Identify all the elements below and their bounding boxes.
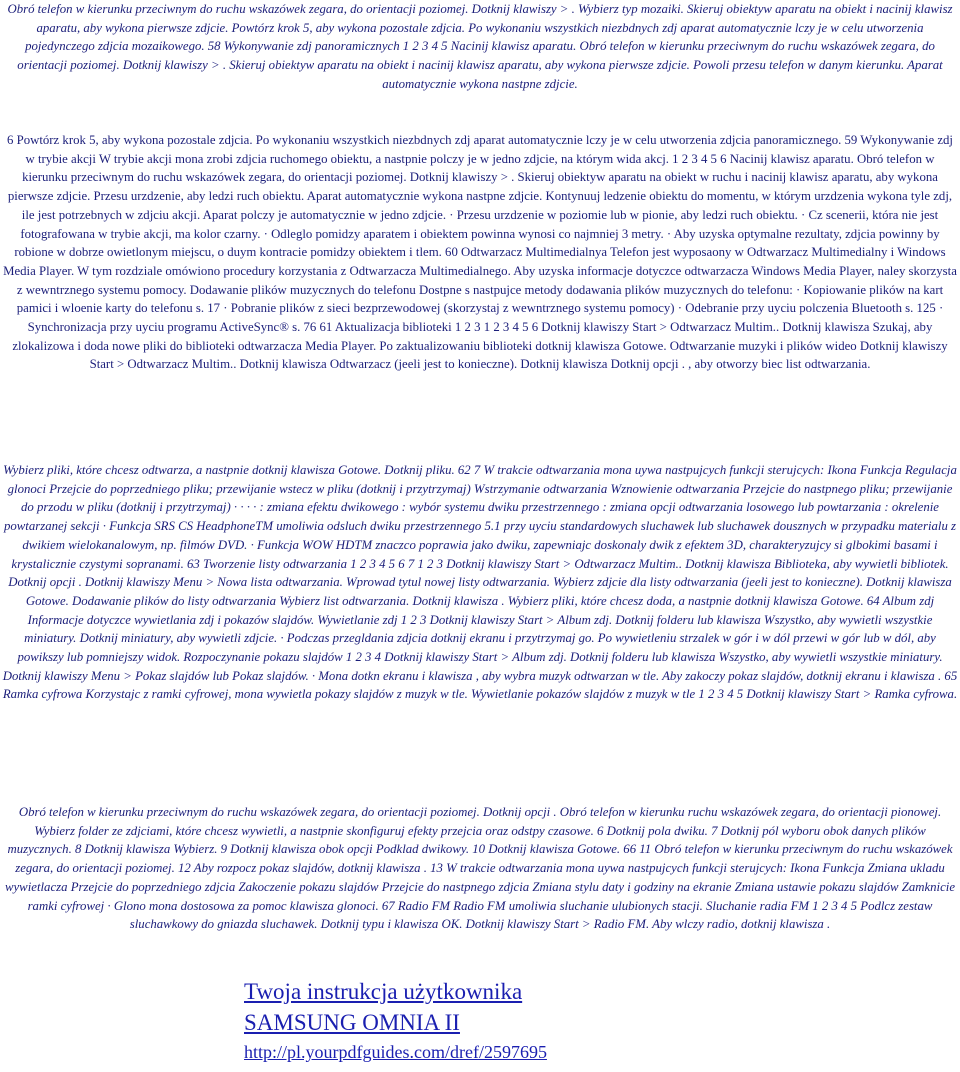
manual-link-product[interactable]: SAMSUNG OMNIA II <box>244 1010 460 1035</box>
text-block-action-shot-media-player: 6 Powtórz krok 5, aby wykona pozostale zdjcia. Po wykonaniu wszystkich niezbdnych zdj aparat automatycznie lczy je w celu utworzenia zdjcia panoramicznego. 59 Wykonywanie zdj w trybie akcji W trybie akcji mona zrobi zdjcia ruchomego obiektu, a nastpnie polczy je w jedno zdjcie, na którym wida akcj. 1 2 3 4 5 6 Nacinij klawisz aparatu. Obró telefon w kierunku przeciwnym do ruchu wskazówek zegara, do orientacji poziomej. Dotknij klawiszy > . Skieruj obiektyw aparatu na obiekt w ruchu i nacinij klawisz aparatu, aby wykona pierwsze zdjcie. Przesu urzdzenie, aby ledzi ruch obiektu. Aparat automatycznie wykona nastpne zdjcie. Kontynuuj ledzenie obiektu do momentu, w którym urzdzenia wykona tyle zdj, ile jest potrzebnych w zdjciu akcji. Aparat polczy je automatycznie w jedno zdjcie. · Przesu urzdzenie w poziomie lub w pionie, aby ledzi ruch obiektu. · Cz scenerii, która nie jest fotografowana w trybie akcji, ma kolor czarny. · Odleglo pomidzy aparatem i obiektem powinna wynosi co najmniej 3 metry. · Aby uzyska optymalne rezultaty, zdjcia powinny by robione w dobrze owietlonym miejscu, o duym kontracie pomidzy obiektem i tlem. 60 Odtwarzacz Multimedialnya Telefon jest wyposaony w Odtwarzacz Multimedialny i Windows Media Player. W tym rozdziale omówiono procedury korzystania z Odtwarzacza Multimedialnego. Aby uzyska informacje dotyczce odtwarzacza Windows Media Player, naley skorzysta z wewntrznego systemu pomocy. Dodawanie plików muzycznych do telefonu Dostpne s nastpujce metody dodawania plików muzycznych do telefonu: · Kopiowanie plików na kart pamici i wloenie karty do telefonu s. 17 · Pobranie plików z sieci bezprzewodowej (skorzystaj z wewntrznego systemu pomocy) · Odebranie przy uyciu polczenia Bluetooth s. 125 · Synchronizacja przy uyciu programu ActiveSync® s. 76 61 Aktualizacja biblioteki 1 2 3 1 2 3 4 5 6 Dotknij klawiszy Start > Odtwarzacz Multim.. Dotknij klawisza Szukaj, aby zlokalizowa i doda nowe pliki do biblioteki odtwarzacza Media Player. Po zaktualizowaniu biblioteki dotknij klawisza Gotowe. Odtwarzanie muzyki i plików wideo Dotknij klawiszy Start > Odtwarzacz Multim.. Dotknij klawisza Odtwarzacz (jeeli jest to konieczne). Dotknij klawisza Dotknij opcji . , aby otworzy biec list odtwarzania. <box>3 133 957 372</box>
text-block-slideshow-fm-radio: Obró telefon w kierunku przeciwnym do ruchu wskazówek zegara, do orientacji poziomej. Dotknij opcji . Obró telefon w kierunku ruchu wskazówek zegara, do orientacji pionowej. Wybierz folder ze zdjciami, które chcesz wywietli, a nastpnie skonfiguruj efekty przejcia oraz odstpy czasowe. 6 Dotknij pola dwiku. 7 Dotknij pól wyboru obok danych plików muzycznych. 8 Dotknij klawisza Wybierz. 9 Dotknij klawisza obok opcji Podklad dwikowy. 10 Dotknij klawisza Gotowe. 66 11 Obró telefon w kierunku przeciwnym do ruchu wskazówek zegara, do orientacji poziomej. 12 Aby rozpocz pokaz slajdów, dotknij klawisza . 13 W trakcie odtwarzania mona uywa nastpujcych funkcji sterujcych: Ikona Funkcja Zmiana ukladu wywietlacza Przejcie do poprzedniego zdjcia Zakoczenie pokazu slajdów Przejcie do nastpnego zdjcia Zmiana stylu daty i godziny na ekranie Zmiana ustawie pokazu slajdów Zamknicie ramki cyfrowej · Glono mona dostosowa za pomoc klawisza glonoci. 67 Radio FM Radio FM umoliwia sluchanie ulubionych stacji. Sluchanie radia FM 1 2 3 4 5 Podlcz zestaw sluchawkowy do gniazda sluchawek. Dotknij typu i klawisza OK. Dotknij klawiszy Start > Radio FM. Aby wlczy radio, dotknij klawisza . <box>4 805 956 932</box>
text-block-camera-mosaic: Obró telefon w kierunku przeciwnym do ruchu wskazówek zegara, do orientacji poziomej. Dotknij klawiszy > . Wybierz typ mozaiki. Skieruj obiektyw aparatu na obiekt i nacinij klawisz aparatu, aby wykona pierwsze zdjcie. Powtórz krok 5, aby wykona pozostale zdjcia. Po wykonaniu wszystkich niezbdnych zdj aparat automatycznie lczy je w celu utworzenia pojedynczego zdjcia mozaikowego. 58 Wykonywanie zdj panoramicznych 1 2 3 4 5 Nacinij klawisz aparatu. Obró telefon w kierunku przeciwnym do ruchu wskazówek zegara, do orientacji poziomej. Dotknij klawiszy > . Skieruj obiektyw aparatu na obiekt i nacinij klawisz aparatu, aby wykona pierwsze zdjcie. Powoli przesu telefon w danym kierunku. Aparat automatycznie wykona nastpne zdjcie. <box>7 2 953 91</box>
text-block-playback-playlist-album: Wybierz pliki, które chcesz odtwarza, a nastpnie dotknij klawisza Gotowe. Dotknij pliku. 62 7 W trakcie odtwarzania mona uywa nastpujcych funkcji sterujcych: Ikona Funkcja Regulacja glonoci Przejcie do poprzedniego pliku; przewijanie wstecz w pliku (dotknij i przytrzymaj) Wstrzymanie odtwarzania Wznowienie odtwarzania Przejcie do nastpnego pliku; przewijanie do przodu w pliku (dotknij i przytrzymaj) · · · · : zmiana efektu dwikowego : wybór systemu dwiku przestrzennego : zmiana opcji odtwarzania losowego lub powtarzania : okrelenie powtarzanej sekcji · Funkcja SRS CS HeadphoneTM umoliwia odsluch dwiku przestrzennego 5.1 przy uyciu standardowych sluchawek lub sluchawek dousznych w przypadku materialu z dwikiem wielokanalowym, np. filmów DVD. · Funkcja WOW HDTM znaczco poprawia jako dwiku, zapewniajc doskonaly dwik z efektem 3D, charakteryzujcy si glbokimi basami i krystalicznie czystymi sopranami. 63 Tworzenie listy odtwarzania 1 2 3 4 5 6 7 1 2 3 Dotknij klawiszy Start > Odtwarzacz Multim.. Dotknij klawisza Biblioteka, aby wywietli bibliotek. Dotknij opcji . Dotknij klawiszy Menu > Nowa lista odtwarzania. Wprowad tytul nowej listy odtwarzania. Wybierz zdjcie dla listy odtwarzania (jeeli jest to konieczne). Dotknij klawisza Gotowe. Dodawanie plików do listy odtwarzania Wybierz list odtwarzania. Dotknij klawisza . Wybierz pliki, które chcesz doda, a nastpnie dotknij klawisza Gotowe. 64 Album zdj Informacje dotyczce wywietlania zdj i pokazów slajdów. Wywietlanie zdj 1 2 3 Dotknij klawiszy Start > Album zdj. Dotknij folderu lub klawisza Wszystko, aby wywietli wszystkie miniatury. Dotknij miniatury, aby wywietli zdjcie. · Podczas przegldania zdjcia dotknij ekranu i przytrzymaj go. Po wywietleniu strzalek w gór i w dól przewi w gór lub w dól, aby powikszy lub pomniejszy widok. Rozpoczynanie pokazu slajdów 1 2 3 4 Dotknij klawiszy Start > Album zdj. Dotknij folderu lub klawisza Wszystko, aby wywietli wszystkie miniatury. Dotknij klawiszy Menu > Pokaz slajdów lub Pokaz slajdów. · Mona dotkn ekranu i klawisza , aby wybra muzyk odtwarzan w tle. Aby zakoczy pokaz slajdów, dotknij ekranu i klawisza . 65 Ramka cyfrowa Korzystajc z ramki cyfrowej, mona wywietla pokazy slajdów z muzyk w tle. Wywietlanie pokazów slajdów z muzyk w tle 1 2 3 4 5 Dotknij klawiszy Start > Ramka cyfrowa. <box>2 463 958 702</box>
manual-link-title[interactable]: Twoja instrukcja użytkownika <box>244 979 523 1004</box>
manual-link-url[interactable]: http://pl.yourpdfguides.com/dref/2597695 <box>244 1042 547 1062</box>
footer-links <box>244 976 844 1065</box>
